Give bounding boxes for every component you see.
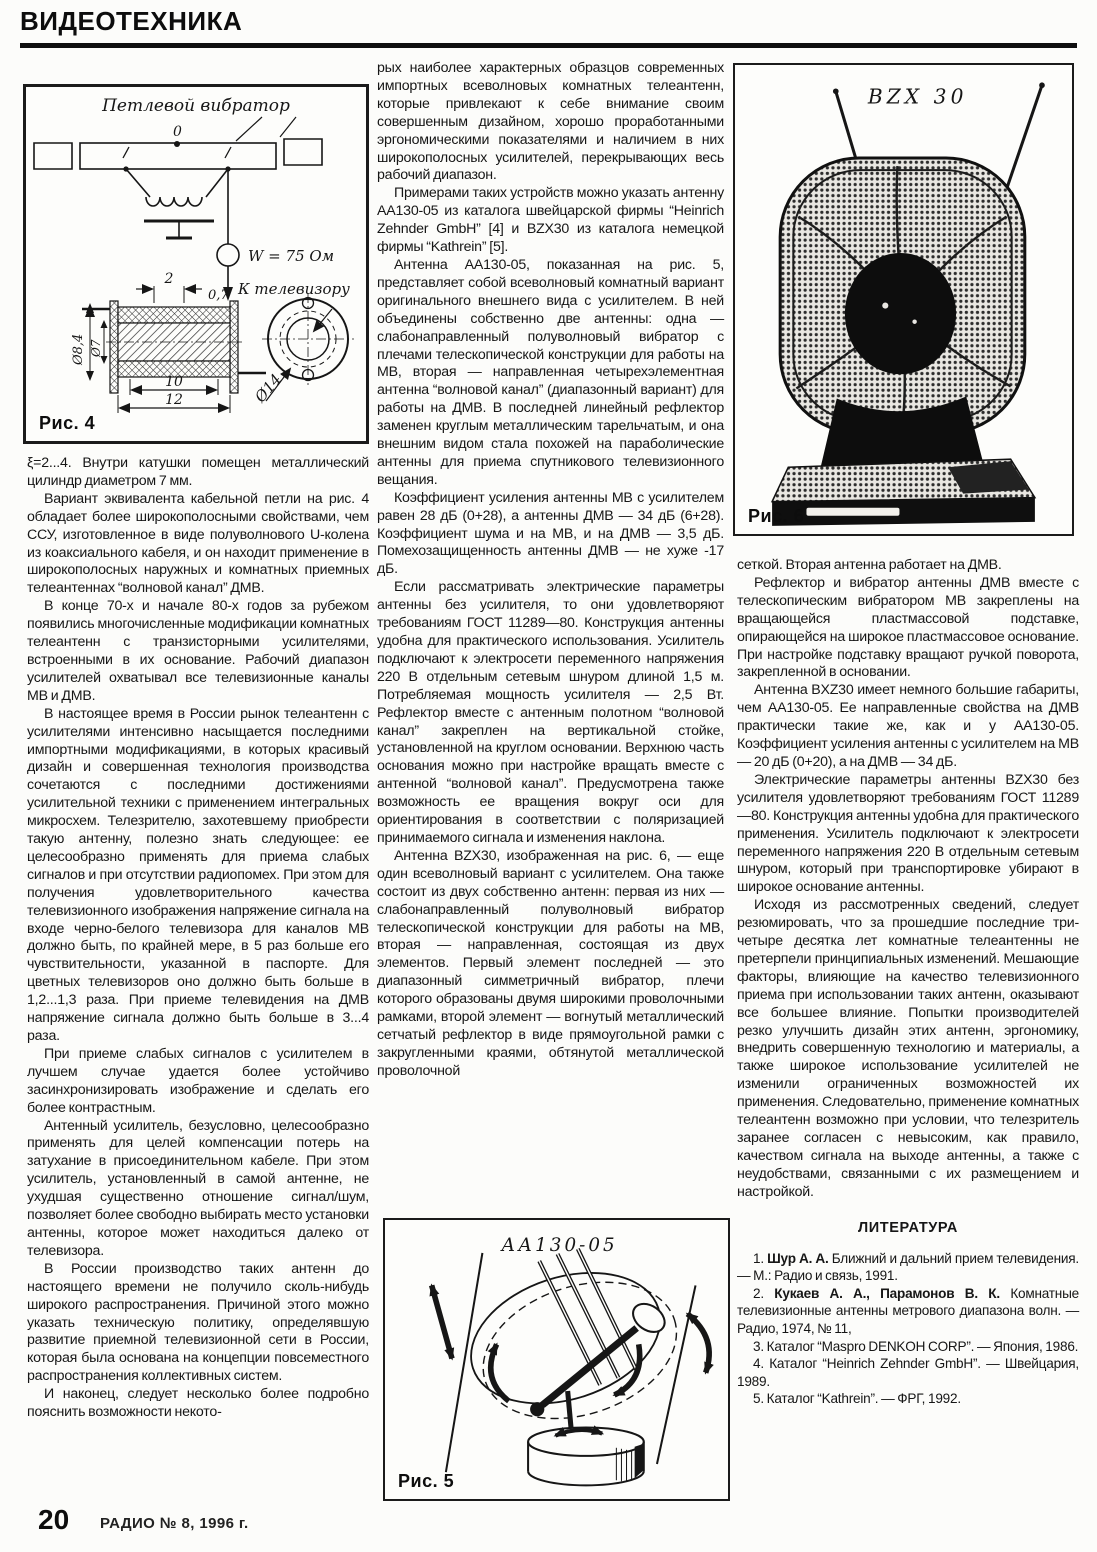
paragraph: рых наиболее характерных образцов современных импортных всеволновых комнатных телеантенн, которые привлекают к себе внимание своим совершенным дизайном, хорошо проработанными эргономическими показателями и наличием в них широкополосных усилителей, перекрывающих весь рабочий диапазон.	[377, 60, 724, 184]
fig4-zero-label: 0	[173, 124, 182, 140]
paragraph: Антенна АА130-05, показанная на рис. 5, представляет собой всеволновый комнатный вариант оригинального внешнего вида с усилителем. В ней объединены собственно две антенны: одна — слабонаправленный полуволновый вибратор с плечами телескопической конструкции для работы на МВ, вторая — направленная четырехэлементная антенна “волновой канал” (диапазонный вариант) для работы на ДМВ. В последней линейный рефлектор заменен круглым металлическим тарельчатым, и она внешним видом стала похожей на параболические антенны для приема спутникового телевизионного вещания.	[377, 256, 724, 488]
reference-text: Каталог “Kathrein”. — ФРГ, 1992.	[766, 1391, 961, 1407]
paragraph: В конце 70-х и начале 80-х годов за рубежом появились многочисленные модификации комнатных телеантенн с транзисторными усилителями, встроенными в их основание. Рабочий диапазон усилителей охватывал все телевизионные каналы МВ и ДМВ.	[27, 598, 369, 704]
header-rule	[20, 43, 1077, 48]
paragraph: Антенна BZX30, изображенная на рис. 6, — еще один всеволновый вариант с усилителем. Она также состоит из двух собственно антенн: первая из них — слабонаправленный полуволновый вибратор телескопической конструкции для работы на МВ, вторая — направленная, состоящая из двух элементов. Первый элемент последней — это диапазонный симметричный вибратор, плечи которого образованы двумя широкими проволочными рамками, второй элемент — вогнутый металлический сетчатый рефлектор в виде прямоугольной рамки с закругленными краями, обтянутой металлической проволочной	[377, 847, 724, 1079]
paragraph: Коэффициент усиления антенны МВ с усилителем равен 28 дБ (0+28), а антенны ДМВ — 34 дБ (6+28). Коэффициент шума и на МВ, и на ДМВ — 3,5 дБ. Помехозащищенность антенны ДМВ — не хуже -17 дБ.	[377, 489, 724, 578]
fig4-impedance-label: W = 75 Ом	[248, 247, 335, 265]
loop-vibrator-diagram	[26, 87, 366, 441]
fig4-title-label: Петлевой вибратор	[102, 96, 290, 116]
paragraph: Антенна BXZ30 имеет немного большие габариты, чем АА130-05. Ее направленные свойства на ДМВ практически такие же, как и у АА130-05. Коэффициент усиления антенны с усилителем на МВ — 20 дБ (0+20), а на ДМВ — 34 дБ.	[737, 682, 1079, 770]
reference-item	[737, 1250, 1079, 1285]
paragraph: И наконец, следует несколько более подробно пояснить возможности некото-	[27, 1386, 369, 1421]
references-list	[737, 1250, 1079, 1408]
reference-item	[737, 1355, 1079, 1390]
paragraph: Вариант эквивалента кабельной петли на рис. 4 обладает более широкополосными свойствами, чем ССУ, изготовленное в виде полуволнового U-колена из коаксиального кабеля, и он находит применение в широкополосных наружных и комнатных приемных телеантеннах “волновой канал” ДМВ.	[27, 490, 369, 597]
bzx30-antenna-photo	[735, 65, 1072, 534]
literature-heading: ЛИТЕРАТУРА	[857, 1219, 959, 1236]
reference-authors: Кукаев А. А., Парамонов В. К.	[774, 1285, 1000, 1301]
figure-5-caption: Рис. 5	[398, 1471, 455, 1491]
figure-5	[383, 1218, 730, 1501]
fig4-dim-2: 2	[164, 271, 174, 287]
reference-authors: Шур А. А.	[767, 1250, 829, 1266]
fig4-dim-12: 12	[165, 392, 183, 408]
right-column	[737, 557, 1079, 1408]
fig4-dia-84: Ø8,4	[71, 333, 86, 365]
reference-item	[737, 1390, 1079, 1408]
reference-number: 3.	[753, 1338, 764, 1354]
aa130-antenna-drawing	[385, 1220, 728, 1499]
paragraph: Антенный усилитель, безусловно, целесообразно применять для целей компенсации потерь на затухание в присоединительном кабеле. При этом усилитель, установленный в самой антенне, не ухудшая существенно отношение сигнал/шум, позволяет более свободно выбирать место установки антенны, которое может находиться далеко от телевизора.	[27, 1117, 369, 1259]
reference-number: 2.	[753, 1285, 764, 1301]
reference-text: Каталог “Maspro DENKOH CORP”. — Япония, 1986.	[766, 1338, 1079, 1354]
reference-number: 4.	[753, 1356, 764, 1372]
reference-text: Комнатные телевизионные антенны метрового диапазона волн. — Радио, 1974, № 11,	[737, 1285, 1079, 1336]
reference-number: 1.	[753, 1250, 764, 1266]
figure-4-caption: Рис. 4	[39, 413, 96, 433]
paragraph: сеткой. Вторая антенна работает на ДМВ.	[737, 557, 1002, 573]
fig6-model-label: BZX 30	[867, 84, 968, 109]
paragraph: Электрические параметры антенны BZX30 без усилителя удовлетворяют требованиям ГОСТ 11289—80. Конструкция антенны удобна для практического применения. Усилитель подключают к электросети переменного напряжения 220 В отдельным сетевым шнуром, который при транспортировке убирают в широкое основание антенны.	[737, 771, 1079, 896]
paragraph: При приеме слабых сигналов с усилителем в лучшем случае удается более устойчиво засинхронизировать изображение и сделать его более контрастным.	[27, 1045, 369, 1116]
figure-4	[23, 84, 369, 444]
fig4-to-tv-label: К телевизору	[238, 280, 350, 298]
reference-text: Ближний и дальний прием телевидения. — М.: Радио и связь, 1991.	[737, 1250, 1079, 1284]
reference-text: Каталог “Heinrich Zehnder GmbH”. — Швейцария, 1989.	[737, 1356, 1079, 1389]
figure-6-caption: Рис. 6	[748, 506, 805, 526]
paragraph: ξ=2...4. Внутри катушки помещен металлический цилиндр диаметром 7 мм.	[27, 455, 369, 489]
left-column	[27, 455, 369, 1422]
fig5-model-label: АА130-05	[501, 1234, 618, 1256]
paragraph: Исходя из рассмотренных сведений, следует резюмировать, что за прошедшие последние три-четыре десятка лет комнатные телеантенны не претерпели принципиальных изменений. Мешающие факторы, влияющие на качество телевизионного приема при использовании таких антенн, оказывают все большее влияние. Попытки производителей резко улучшить дизайн этих антенн, эргономику, внедрить совершенную технологию и материалы, а также широкое использование усилителей не изменили ограниченных возможностей их применения. Следовательно, применение комнатных телеантенн возможно при условии, что телезритель заранее согласен с невысоким, как правило, качеством сигнала на выходе антенны, а также с неудобствами, связанными с их размещением и настройкой.	[737, 897, 1079, 1200]
paragraph: В России производство таких антенн до настоящего времени не получило сколь-нибудь широкого распространения. Причиной этого можно указать техническую политику, определявшую развитие приемной телевизионной сети в России, которая была основана на концепции повсеместного распространения коллективных систем.	[27, 1260, 369, 1385]
reference-item	[737, 1338, 1079, 1356]
section-header: ВИДЕОТЕХНИКА	[20, 6, 243, 36]
fig4-dia-7: Ø7	[89, 339, 103, 357]
reference-number: 5.	[753, 1391, 764, 1407]
reference-item	[737, 1285, 1079, 1338]
figure-6	[733, 63, 1074, 536]
paragraph: Если рассматривать электрические параметры антенны без усилителя, то они удовлетворяют требованиям ГОСТ 11289—80. Конструкция антенны удобна для практического использования. Усилитель подключают к электросети переменного напряжения 220 В отдельным сетевым шнуром длиной 1,5 м. Потребляемая мощность усилителя — 2,5 Вт. Рефлектор вместе с антенным полотном “волновой канал” закреплен на вертикальной стойке, установленной на круглом основании. Верхнюю часть основания можно при настройке вращать вместе с антенной “волновой канал”. Предусмотрена также возможность ее вращения вокруг оси для ориентирования в соответствии с поляризацией принимаемого сигнала и изменения наклона.	[377, 579, 724, 846]
paragraph: Примерами таких устройств можно указать антенну АА130-05 из каталога швейцарской фирмы “Heinrich Zehnder GmbH” [4] и BZX30 из каталога немецкой фирмы “Kathrein” [5].	[377, 185, 724, 256]
page-number: 20	[38, 1504, 70, 1535]
paragraph: Рефлектор и вибратор антенны ДМВ вместе с телескопическим вибратором МВ закреплены на вращающейся пластмассовой подставке, опирающейся на широкое пластмассовое основание. При настройке подставку вращают ручкой поворота, закрепленной в основании.	[737, 574, 1079, 681]
fig4-dim-07: 0,7	[208, 288, 229, 303]
paragraph: В настоящее время в России рынок телеантенн с усилителями интенсивно насыщается последними импортными модификациями, в которых красивый дизайн и совершенная технология производства сочетаются с последними достижениями усилительной техники с применением интегральных микросхем. Телезрителю, захотевшему приобрести такую антенну, полезно знать следующее: ее целесообразно применять для приема слабых сигналов и при отсутствии радиопомех. При этом для получения удовлетворительного качества телевизионного изображения напряжение сигнала на входе черно-белого телевизора для каналов МВ должно быть, по крайней мере, в 5 раз больше его чувствительности, указанной в паспорте. Для цветных телевизоров оно должно быть больше в 1,2...1,3 раза. При приеме телевидения на ДМВ напряжение сигнала должно быть больше в 3...4 раза.	[27, 705, 369, 1044]
journal-issue-line: РАДИО № 8, 1996 г.	[100, 1515, 249, 1532]
middle-column	[377, 60, 724, 1081]
fig4-dim-10: 10	[165, 374, 183, 390]
fig4-dia-14: Ø14	[251, 370, 286, 406]
